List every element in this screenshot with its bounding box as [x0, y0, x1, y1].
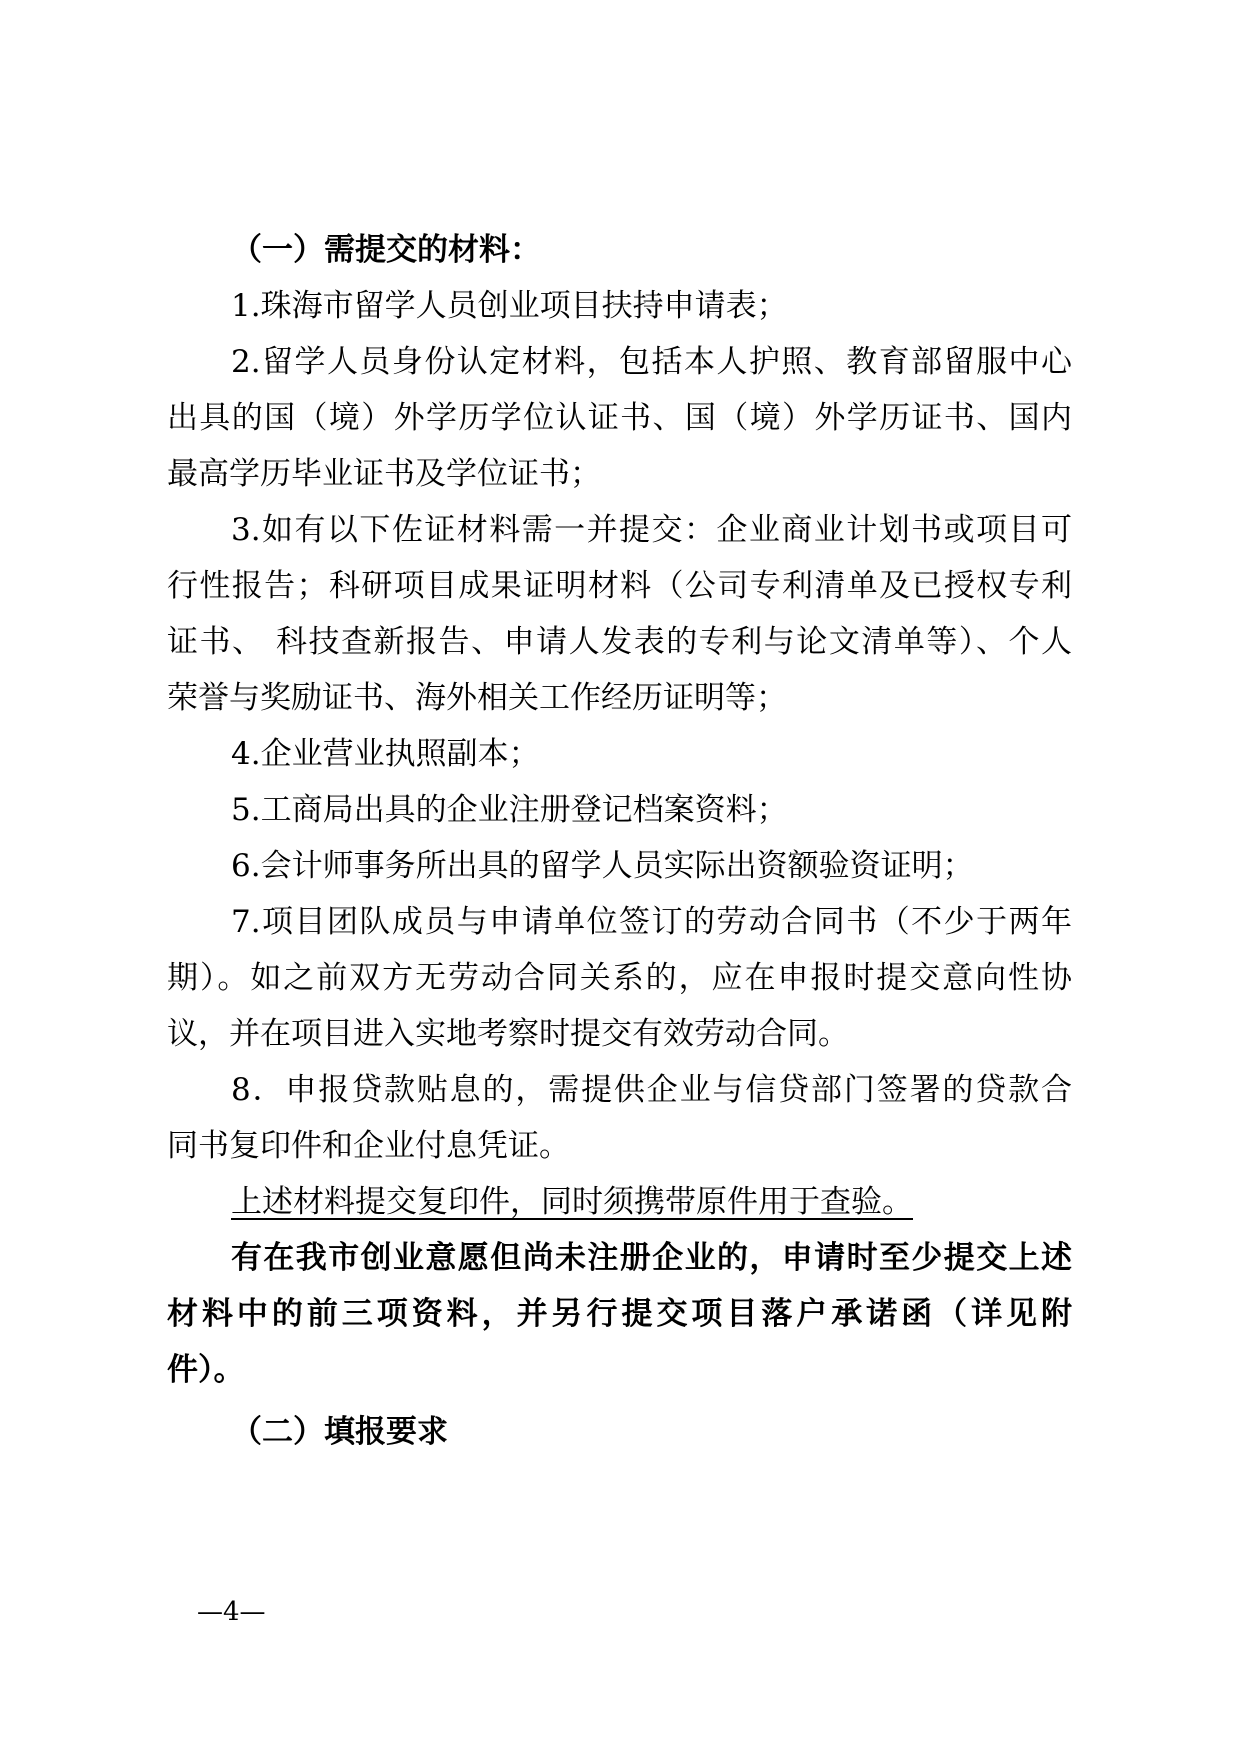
page-number: —4—: [197, 1597, 266, 1627]
bold-notice-line-2: 材料中的前三项资料，并另行提交项目落户承诺函（详见附: [167, 1296, 1072, 1332]
materials-copy-note: 上述材料提交复印件，同时须携带原件用于查验。: [231, 1184, 913, 1220]
item-7-line-3: 议，并在项目进入实地考察时提交有效劳动合同。: [167, 1016, 849, 1052]
item-8-line-2: 同书复印件和企业付息凭证。: [167, 1128, 570, 1164]
item-7-line-2: 期）。如之前双方无劳动合同关系的，应在申报时提交意向性协: [167, 960, 1072, 996]
item-8-line-1: 8．申报贷款贴息的，需提供企业与信贷部门签署的贷款合: [231, 1072, 1072, 1108]
item-2-line-1: 2.留学人员身份认定材料，包括本人护照、教育部留服中心: [231, 344, 1072, 380]
item-6-line-1: 6.会计师事务所出具的留学人员实际出资额验资证明；: [231, 848, 974, 884]
item-1-line-1: 1.珠海市留学人员创业项目扶持申请表；: [231, 288, 788, 324]
item-3-line-4: 荣誉与奖励证书、海外相关工作经历证明等；: [167, 680, 787, 716]
bold-notice-line-1: 有在我市创业意愿但尚未注册企业的，申请时至少提交上述: [231, 1240, 1072, 1276]
item-3-line-1: 3.如有以下佐证材料需一并提交：企业商业计划书或项目可: [231, 512, 1072, 548]
item-2-line-3: 最高学历毕业证书及学位证书；: [167, 456, 601, 492]
bold-notice-line-3: 件）。: [167, 1352, 245, 1388]
item-5-line-1: 5.工商局出具的企业注册登记档案资料；: [231, 792, 788, 828]
item-3-line-2: 行性报告；科研项目成果证明材料（公司专利清单及已授权专利: [167, 568, 1072, 604]
item-7-line-1: 7.项目团队成员与申请单位签订的劳动合同书（不少于两年: [231, 904, 1072, 940]
section-heading-materials: （一）需提交的材料：: [231, 232, 541, 268]
item-2-line-2: 出具的国（境）外学历学位认证书、国（境）外学历证书、国内: [167, 400, 1072, 436]
item-4-line-1: 4.企业营业执照副本；: [231, 736, 540, 772]
item-3-line-3: 证书、 科技查新报告、申请人发表的专利与论文清单等）、个人: [167, 624, 1072, 660]
section-heading-filling-requirements: （二）填报要求: [231, 1414, 448, 1450]
